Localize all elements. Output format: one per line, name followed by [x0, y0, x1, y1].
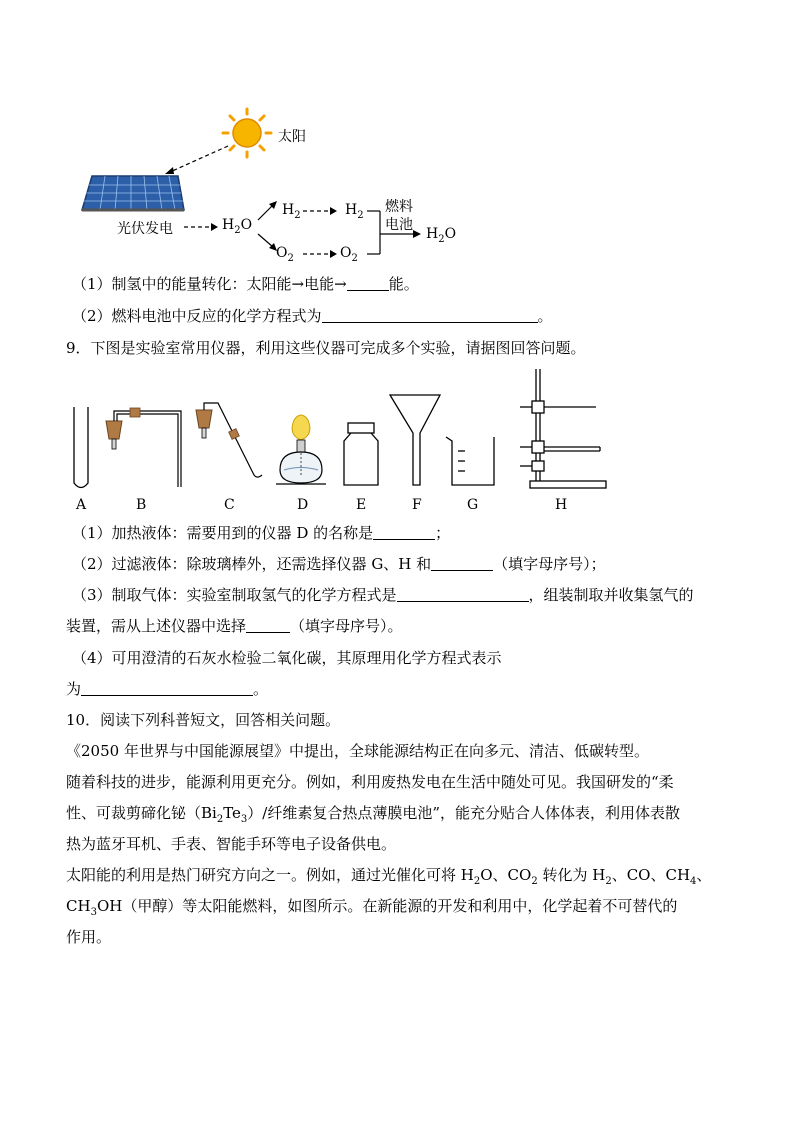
apparatus-label-c: C: [224, 497, 235, 513]
fuel-cell-label-2: 电池: [385, 217, 413, 233]
reagent-bottle-icon: [344, 423, 378, 485]
sun-icon: [223, 109, 271, 157]
product-formula: $H_2O$: [426, 226, 457, 245]
q10-para3-line3: 作用。: [66, 928, 112, 946]
h2-formula: $H_2$: [282, 202, 301, 221]
answer-blank[interactable]: [81, 679, 253, 696]
answer-blank[interactable]: [373, 523, 435, 540]
q8-part2: （2）燃料电池中反应的化学方程式为 。: [72, 307, 553, 325]
test-tube-icon: [74, 407, 88, 488]
beaker-icon: [446, 437, 494, 485]
iron-stand-icon: [520, 369, 606, 488]
apparatus-label-f: F: [412, 497, 422, 513]
q10-para3-line1: 太阳能的利用是热门研究方向之一。例如，通过光催化可将 $H_2O$、$CO_2$ 转化为 $H_2$、CO、$CH_4$、: [66, 866, 712, 887]
q9-part1: （1）加热液体：需要用到的仪器 D 的名称是 ；: [72, 524, 451, 542]
answer-blank[interactable]: [246, 616, 290, 633]
lab-apparatus-diagram: [66, 365, 626, 495]
alcohol-lamp-icon: [276, 415, 326, 484]
q9-stem: 9．下图是实验室常用仪器，利用这些仪器可完成多个实验，请据图回答问题。: [66, 339, 586, 357]
q9-part4-cont: 为 。: [66, 680, 269, 698]
apparatus-label-b: B: [136, 497, 147, 513]
water-formula: $H_2O$: [222, 217, 253, 236]
photovoltaic-label: 光伏发电: [117, 221, 173, 237]
q10-stem: 10．阅读下列科普短文，回答相关问题。: [66, 711, 341, 729]
q8-part1: （1）制氢中的能量转化：太阳能→电能→ 能。: [72, 275, 419, 293]
funnel-icon: [390, 395, 440, 485]
answer-blank[interactable]: [397, 585, 529, 602]
o2-formula-2: $O_2$: [340, 245, 358, 264]
q10-para3-line2: $CH_3OH$（甲醇）等太阳能燃料，如图所示。在新能源的开发和利用中，化学起着不可替代的: [66, 897, 678, 918]
q9-part4: （4）可用澄清的石灰水检验二氧化碳，其原理用化学方程式表示: [72, 649, 502, 667]
q9-part3: （3）制取气体：实验室制取氢气的化学方程式是 ，组装制取并收集氢气的: [72, 586, 694, 604]
q10-para2-line2: 性、可裁剪碲化铋$(Bi_2Te_3)/$纤维素复合热点薄膜电池”，能充分贴合人体体表，利用体表散: [66, 804, 681, 825]
apparatus-label-a: A: [76, 497, 87, 513]
apparatus-label-e: E: [356, 497, 367, 513]
o2-formula: $O_2$: [276, 245, 294, 264]
q10-para2-line3: 热为蓝牙耳机、手表、智能手环等电子设备供电。: [66, 835, 397, 853]
answer-blank[interactable]: [347, 274, 389, 291]
solar-panel-icon: [82, 176, 184, 210]
q10-para2-line1: 随着科技的进步，能源利用更充分。例如，利用废热发电在生活中随处可见。我国研发的“柔: [66, 773, 674, 791]
answer-blank[interactable]: [322, 306, 538, 323]
apparatus-label-g: G: [467, 497, 479, 513]
q9-part2: （2）过滤液体：除玻璃棒外，还需选择仪器 G、H 和 （填字母序号）；: [72, 555, 606, 573]
apparatus-label-h: H: [555, 497, 568, 513]
h2-formula-2: $H_2$: [345, 202, 364, 221]
stopper-with-bent-tube-icon: [106, 408, 181, 487]
stopper-with-angled-tube-icon: [196, 403, 262, 477]
fuel-cell-label-1: 燃料: [385, 199, 413, 215]
q9-part3-cont: 装置，需从上述仪器中选择 （填字母序号）。: [66, 617, 403, 635]
answer-blank[interactable]: [431, 554, 493, 571]
apparatus-label-d: D: [297, 497, 309, 513]
sun-label: 太阳: [278, 129, 306, 145]
q10-para1: 《2050 年世界与中国能源展望》中提出，全球能源结构正在向多元、清洁、低碳转型。: [66, 742, 649, 760]
